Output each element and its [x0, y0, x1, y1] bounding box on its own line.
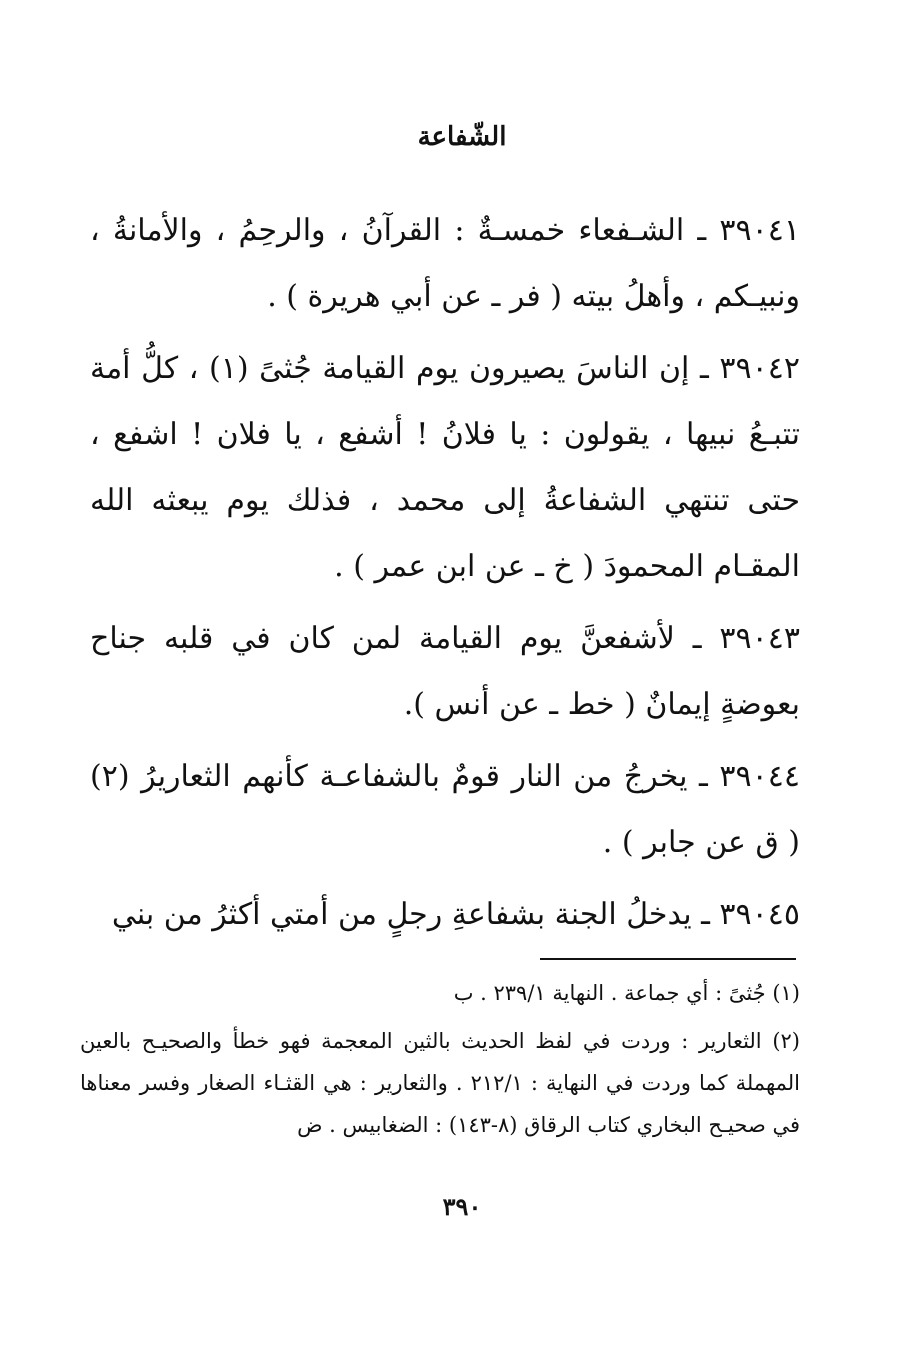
footnote-divider — [540, 958, 796, 960]
hadith-list — [90, 198, 800, 948]
page-title: الشّفاعة — [417, 122, 507, 152]
hadith-39041: ٣٩٠٤١ ـ الشـفعاء خمسـةٌ : القرآنُ ، والرحِمُ ، والأمانةُ ، ونبيـكم ، وأهلُ بيته ( فر ـ عن أبي هريرة ) . — [90, 213, 800, 314]
footnote-1: (١) جُثىً : أي جماعة . النهاية ٢٣٩/١ . ب — [453, 981, 800, 1005]
hadith-39042: ٣٩٠٤٢ ـ إن الناسَ يصيرون يوم القيامة جُثىً (١) ، كلُّ أمة تتبـعُ نبيها ، يقولون : يا فلانُ ! أشفع ، يا فلان ! اشفع ، حتى تنتهي الشفاعةُ إلى محمد ، فذلك يوم يبعثه الله المقـام المحمودَ ( خ ـ عن ابن عمر ) . — [90, 351, 800, 584]
footnote-2: (٢) الثعارير : وردت في لفظ الحديث بالثين المعجمة فهو خطأ والصحيـح بالعين المهملة كما وردت في النهاية : ٢١٢/١ . والثعارير : هي القثـاء الصغار وفسر معناها في صحيـح البخاري كتاب الرقاق (٨-١٤٣) : الضغابيس . ض — [80, 1029, 801, 1137]
footnotes — [80, 972, 800, 1146]
page-number: ٣٩٠ — [442, 1192, 482, 1221]
hadith-39043: ٣٩٠٤٣ ـ لأشفعنَّ يوم القيامة لمن كان في قلبه جناح بعوضةٍ إيمانٌ ( خط ـ عن أنس ). — [90, 621, 800, 722]
hadith-39044: ٣٩٠٤٤ ـ يخرجُ من النار قومٌ بالشفاعـة كأنهم الثعاريرُ (٢) ( ق عن جابر ) . — [90, 759, 800, 860]
hadith-39045: ٣٩٠٤٥ ـ يدخلُ الجنة بشفاعةِ رجلٍ من أمتي أكثرُ من بني — [111, 897, 800, 932]
